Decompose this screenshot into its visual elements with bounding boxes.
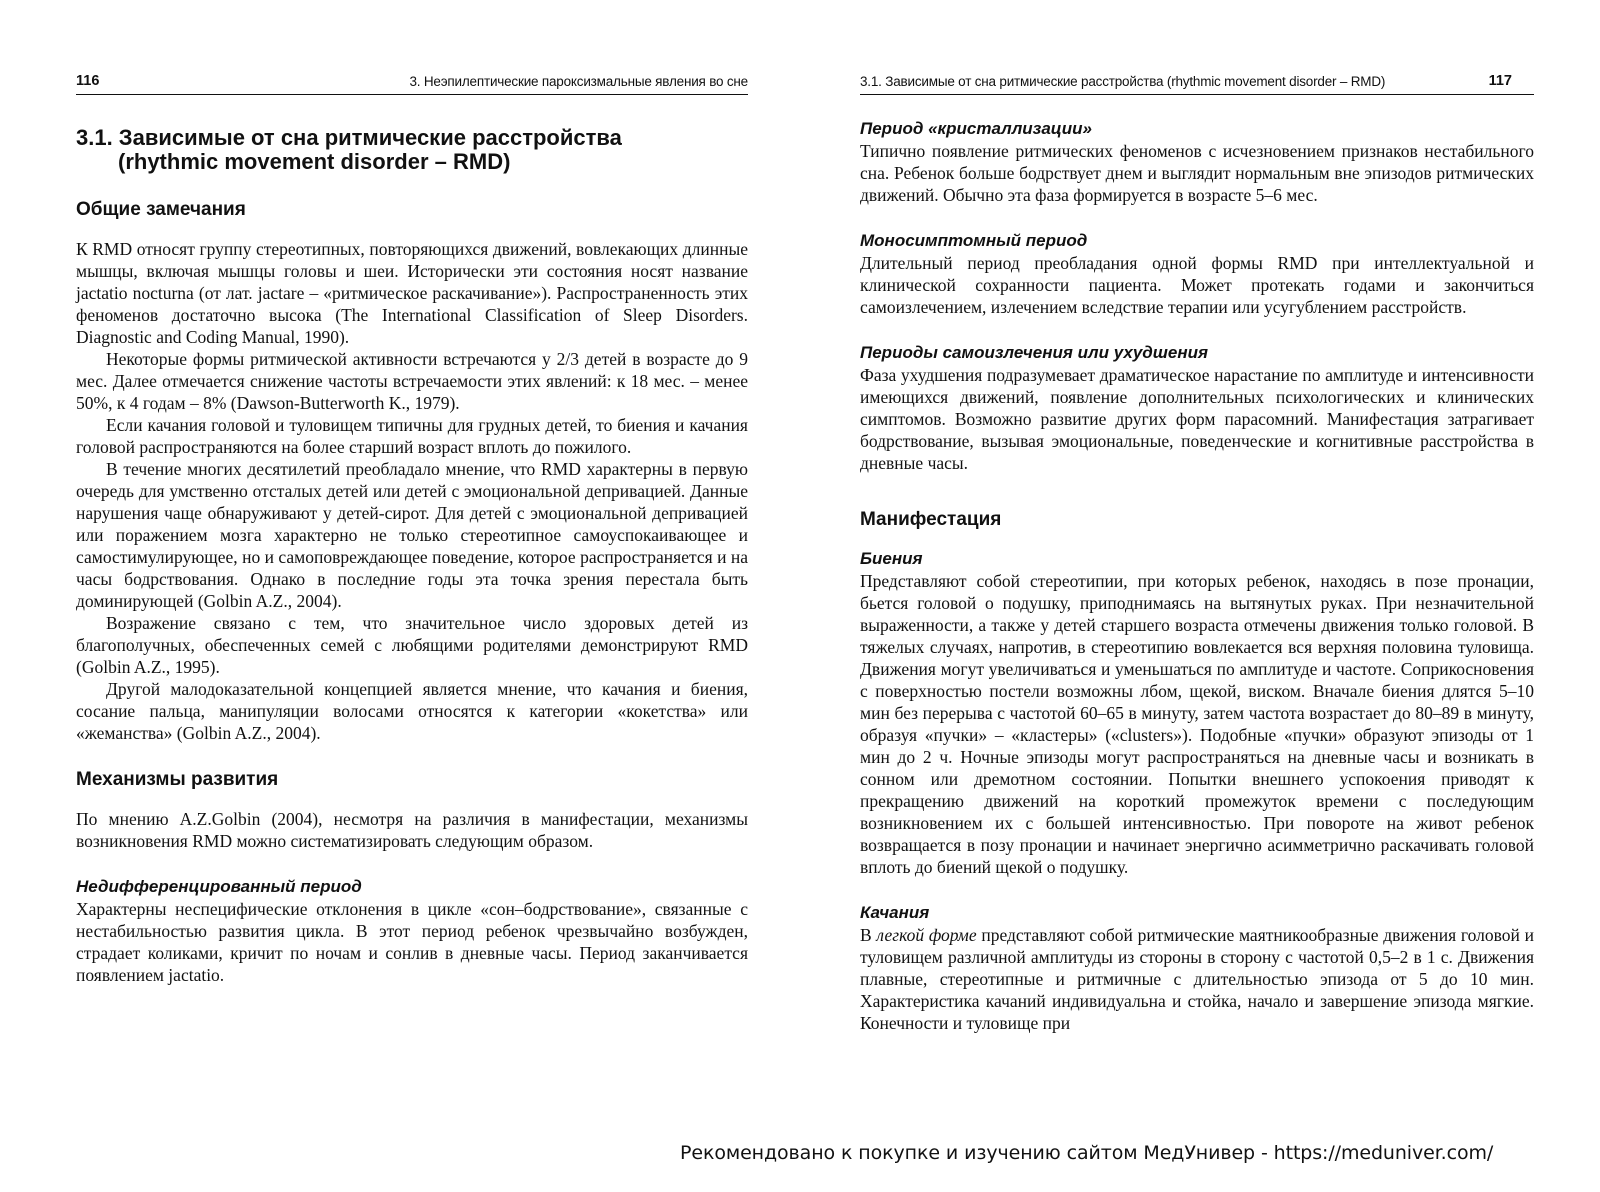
- right-page: [860, 0, 1534, 1150]
- running-head-title: 3.1. Зависимые от сна ритмические расстройства (rhythmic movement disorder – RMD): [860, 74, 1386, 89]
- section-title-line1: 3.1. Зависимые от сна ритмические расстройства: [76, 125, 622, 150]
- running-head-left: [76, 70, 748, 95]
- section-title-line2: (rhythmic movement disorder – RMD): [118, 149, 511, 174]
- paragraph: Другой малодоказательной концепцией является мнение, что качания и биения, сосание пальца, манипуляции волосами относятся к категории «кокетства» или «жеманства» (Golbin A.Z., 2004).: [76, 679, 748, 743]
- footer-watermark-text: Рекомендовано к покупке и изучению сайтом МедУнивер - https://meduniver.com/: [680, 1142, 1494, 1164]
- paragraph: Если качания головой и туловищем типичны для грудных детей, то биения и качания головой распространяются на более старший возраст вплоть до пожилого.: [76, 415, 748, 457]
- paragraph: В течение многих десятилетий преобладало мнение, что RMD характерны в первую очередь для умственно отсталых детей или детей с эмоциональной депривацией. Данные нарушения чаще обнаруживают у детей-сирот. Для детей с эмоциональной депривацией или поражением мозга характерно не только стереотипное самоуспокаивающее и самостимулирующее, но и самоповреждающее поведение, которое распространяется и на часы бодрствования. Однако в последние годы эта точка зрения перестала быть доминирующей (Golbin A.Z., 2004).: [76, 459, 748, 611]
- text-run: представляют собой ритмические маятникообразные движения головой и туловищем различной амплитуды из стороны в сторону с частотой 0,5–2 в 1 с. Движения плавные, стереотипные и ритмичные с длительностью эпизода от 5 до 10 мин. Характеристика качаний индивидуальна и стойка, начало и завершение эпизода мягкие. Конечности и туловище при: [860, 925, 1534, 1033]
- page-number: 116: [76, 73, 100, 89]
- paragraph: Некоторые формы ритмической активности встречаются у 2/3 детей в возрасте до 9 мес. Далее отмечается снижение частоты встречаемости этих явлений: к 18 мес. – менее 50%, к 4 годам – 8% (Dawson-Butterworth K., 1979).: [76, 349, 748, 413]
- paragraph: По мнению A.Z.Golbin (2004), несмотря на различия в манифестации, механизмы возникновения RMD можно систематизировать следующим образом.: [76, 809, 748, 851]
- subheading-crystallization: Период «кристаллизации»: [860, 119, 1093, 138]
- subheading-rocking: Качания: [860, 903, 930, 922]
- paragraph: Характерны неспецифические отклонения в цикле «сон–бодрствование», связанные с нестабильностью развития цикла. В этот период ребенок чрезвычайно возбужден, страдает коликами, кричит по ночам и сонлив в дневные часы. Период заканчивается появлением jactatio.: [76, 899, 748, 985]
- subheading-head-banging: Биения: [860, 549, 923, 568]
- paragraph: К RMD относят группу стереотипных, повторяющихся движений, вовлекающих длинные мышцы, включая мышцы головы и шеи. Исторически эти состояния носят название jactatio nocturna (от лат. jactare – «ритмическое раскачивание»). Распространенность этих феноменов достаточно высока (The International Classification of Sleep Disorders. Diagnostic and Coding Manual, 1990).: [76, 239, 748, 347]
- paragraph: Возражение связано с тем, что значительное число здоровых детей из благополучных, обеспеченных семей с любящими родителями демонстрируют RMD (Golbin A.Z., 1995).: [76, 613, 748, 677]
- running-head-title: 3. Неэпилептические пароксизмальные явления во сне: [409, 74, 748, 89]
- subheading-self-healing: Периоды самоизлечения или ухудшения: [860, 343, 1209, 362]
- paragraph: Фаза ухудшения подразумевает драматическое нарастание по амплитуде и интенсивности имеющихся движений, появление дополнительных психологических и клинических симптомов. Возможно развитие других форм парасомний. Манифестация затрагивает бодрствование, вызывая эмоциональные, поведенческие и когнитивные расстройства в дневные часы.: [860, 365, 1534, 473]
- paragraph: Типично появление ритмических феноменов с исчезновением признаков нестабильного сна. Ребенок больше бодрствует днем и выглядит нормальным вне эпизодов ритмических движений. Обычно эта фаза формируется в возрасте 5–6 мес.: [860, 141, 1534, 205]
- heading-general-remarks: Общие замечания: [76, 199, 246, 220]
- italic-term: легкой форме: [876, 925, 977, 945]
- left-page-content: [76, 118, 748, 986]
- subheading-monosymptomatic: Моносимптомный период: [860, 231, 1088, 250]
- running-head-right: [860, 70, 1534, 95]
- paragraph: Представляют собой стереотипии, при которых ребенок, находясь в позе пронации, бьется головой о подушку, приподнимаясь на вытянутых руках. При незначительной выраженности, а также у детей старшего возраста отмечены движения только головой. В тяжелых случаях, напротив, в стереотипию вовлекается вся верхняя половина туловища. Движения могут увеличиваться и уменьшаться по амплитуде и частоте. Соприкосновения с поверхностью постели возможны лбом, щекой, виском. Вначале биения длятся 5–10 мин без перерыва с частотой 60–65 в минуту, затем частота возрастает до 80–89 в минуту, образуя «пучки» – «кластеры» («clusters»). Подобные «пучки» образуют эпизоды от 1 мин до 2 ч. Ночные эпизоды могут распространяться на дневные часы и возникать в сонном или дремотном состоянии. Попытки внешнего успокоения приводят к прекращению движений на короткий промежуток времени с последующим возникновением их с большей интенсивностью. При повороте на живот ребенок возвращается в позу пронации и начинает энергично асимметрично раскачивать головой вплоть до биений щекой о подушку.: [860, 571, 1534, 877]
- paragraph: [860, 924, 1534, 1034]
- heading-mechanisms: Механизмы развития: [76, 769, 279, 790]
- text-run: В: [860, 925, 877, 945]
- right-page-content: [860, 118, 1534, 1034]
- paragraph: Длительный период преобладания одной формы RMD при интеллектуальной и клинической сохранности пациента. Может протекать годами и закончиться самоизлечением, излечением вследствие терапии или усугублением расстройств.: [860, 253, 1534, 317]
- section-title: [76, 126, 748, 174]
- page-number: 117: [1488, 73, 1512, 89]
- subheading-undifferentiated: Недифференцированный период: [76, 877, 362, 896]
- left-page: [76, 0, 748, 1150]
- heading-manifestation: Манифестация: [860, 509, 1002, 530]
